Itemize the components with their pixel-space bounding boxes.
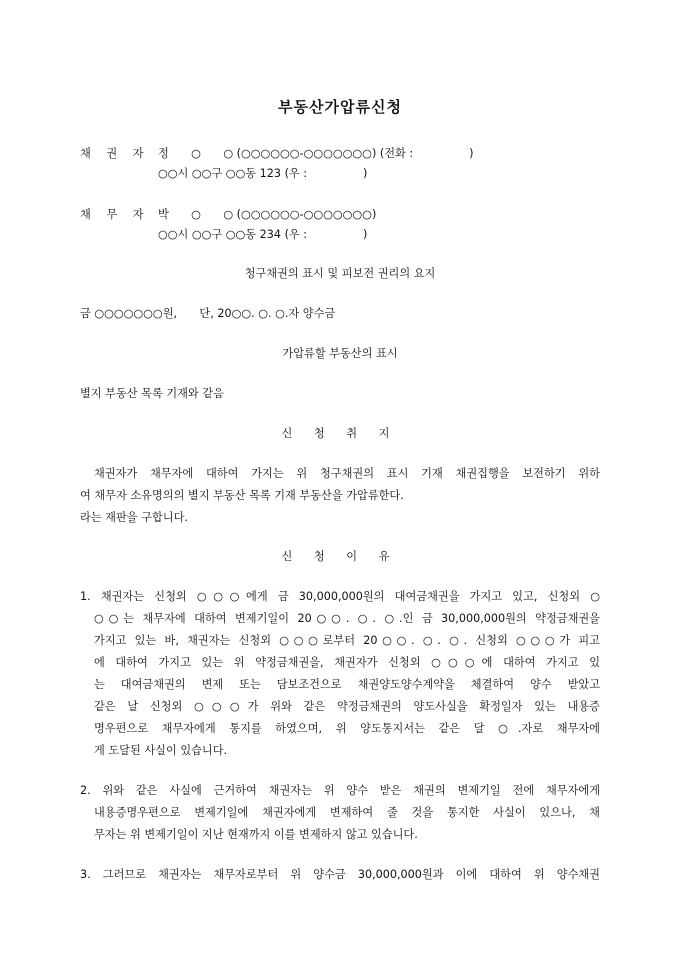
reason-1-line: 는 대여금채권의 변제 또는 담보조건으로 채권양도양수계약을 체결하여 양수 받았고 (94, 678, 600, 691)
reason-3-line: 3. 그러므로 채권자는 채무자로부터 위 양수금 30,000,000원과 이에 대하여 위 양수채권 (80, 868, 600, 881)
creditor-address-line: ○○시 ○○구 ○○동 123 (우 : ) (158, 167, 368, 180)
debtor-address-line: ○○시 ○○구 ○○동 234 (우 : ) (158, 228, 368, 241)
property-heading: 가압류할 부동산의 표시 (282, 347, 398, 360)
purpose-heading: 신 청 취 지 (281, 427, 399, 440)
document-title: 부동산가압류신청 (278, 98, 402, 116)
reason-1-line: 1. 채권자는 신청외 ○○○에게 금 30,000,000원의 대여금채권을 가지고 있고, 신청외 ○ (80, 590, 600, 603)
debtor-name-line: 박 ○ ○ (○○○○○○-○○○○○○○) (158, 208, 377, 221)
reason-1-line: 가지고 있는 바, 채권자는 신청외 ○○○로부터 20○○. ○. ○. 신청외 ○○○가 피고 (94, 634, 600, 647)
reason-1-line: 명우편으로 채무자에게 통지를 하였으며, 위 양도통지서는 같은 달 ○.자로 채무자에 (94, 722, 600, 735)
purpose-line: 여 채무자 소유명의의 별지 부동산 목록 기재 부동산을 가압류한다. (80, 489, 404, 502)
reason-1-line: ○○는 채무자에 대하여 변제기일이 20○○. ○. ○.인 금 30,000,000원의 약정금채권을 (94, 612, 600, 625)
reason-1-line: 같은 날 신청외 ○○○가 위와 같은 약정금채권의 양도사실을 확정일자 있는 내용증 (94, 700, 600, 713)
purpose-line: 채권자가 채무자에 대하여 가지는 위 청구채권의 표시 기재 채권집행을 보전하기 위하 (94, 467, 600, 480)
creditor-label: 채 권 자 (80, 147, 150, 160)
claim-heading: 청구채권의 표시 및 피보전 권리의 요지 (244, 267, 436, 280)
debtor-label: 채 무 자 (80, 208, 150, 221)
reason-1-line: 게 도달된 사실이 있습니다. (94, 744, 228, 757)
reason-2-line: 무자는 위 변제기일이 지난 현재까지 이를 변제하지 않고 있습니다. (94, 828, 418, 841)
claim-amount: 금 ○○○○○○○원, 단, 20○○. ○. ○.자 양수금 (80, 307, 336, 320)
purpose-line: 라는 재판을 구합니다. (80, 511, 188, 524)
property-text: 별지 부동산 목록 기재와 같음 (80, 387, 224, 400)
reason-heading: 신 청 이 유 (281, 550, 399, 563)
creditor-name-line: 정 ○ ○ (○○○○○○-○○○○○○○) (전화 : ) (158, 147, 474, 160)
reason-2-line: 내용증명우편으로 변제기일에 채권자에게 변제하여 줄 것을 통지한 사실이 있으나, 채 (94, 806, 600, 819)
reason-2-line: 2. 위와 같은 사실에 근거하여 채권자는 위 양수 받은 채권의 변제기일 전에 채무자에게 (80, 784, 600, 797)
reason-1-line: 에 대하여 가지고 있는 위 약정금채권을, 채권자가 신청외 ○○○에 대하여 가지고 있 (94, 656, 600, 669)
